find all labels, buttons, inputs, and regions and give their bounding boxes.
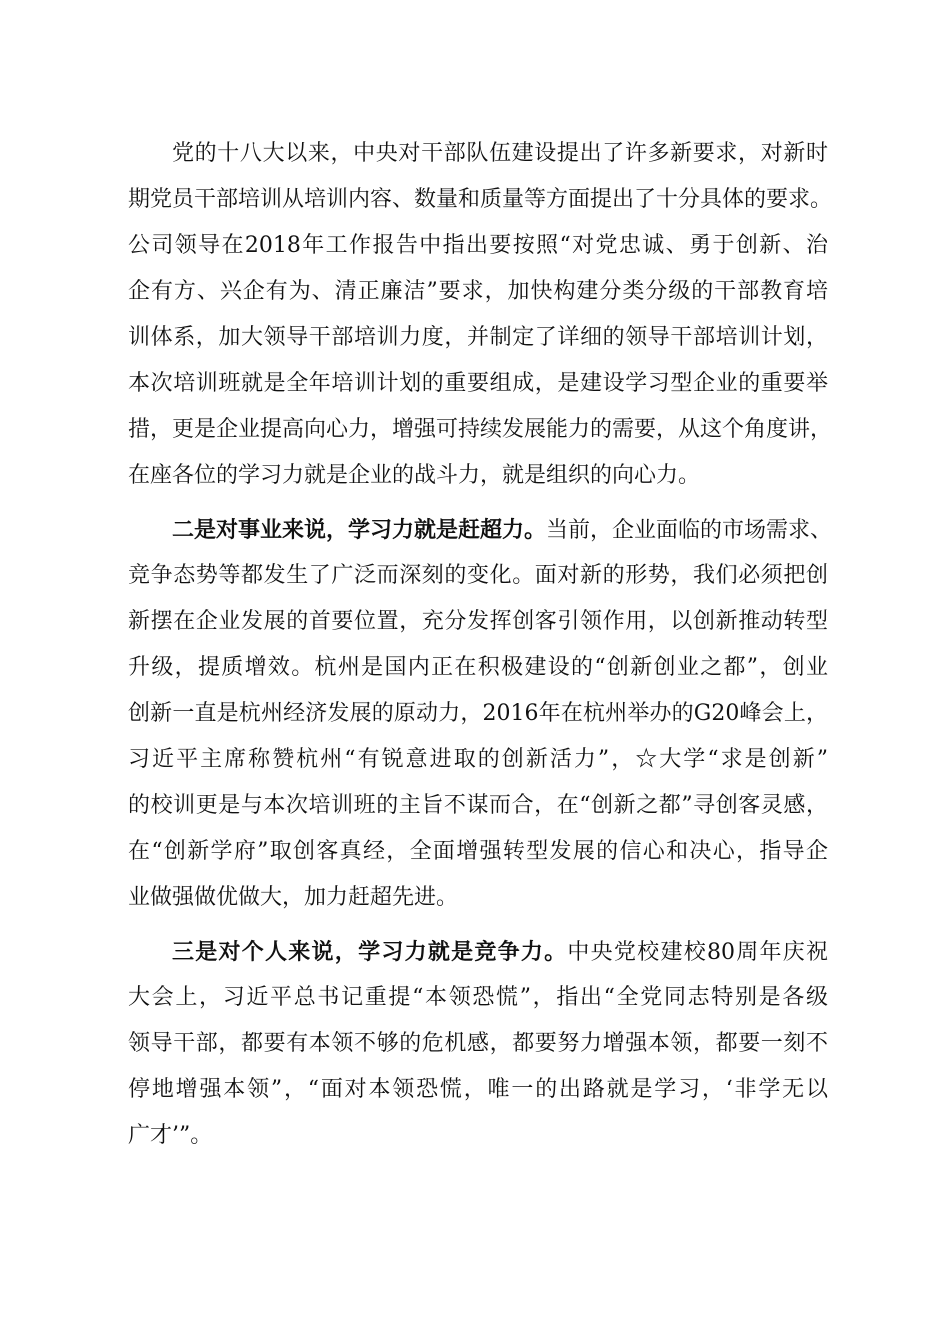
paragraph-line: 习近平主席称赞杭州“有锐意进取的创新活力”，☆大学“求是创新” [128,747,828,772]
paragraph-line: 本次培训班就是全年培训计划的重要组成，是建设学习型企业的重要举 [128,371,828,396]
paragraph-first-line [128,929,828,975]
document-page [128,131,833,1159]
paragraph-line: 创新一直是杭州经济发展的原动力，2016年在杭州举办的G20峰会上， [128,701,828,726]
paragraph-line: 中央党校建校80周年庆祝 [567,940,828,965]
paragraph-line: 党的十八大以来，中央对干部队伍建设提出了许多新要求，对新时 [172,141,828,166]
paragraph-line: 在座各位的学习力就是企业的战斗力，就是组织的向心力。 [128,463,701,488]
paragraph-line: 期党员干部培训从培训内容、数量和质量等方面提出了十分具体的要求。 [128,187,833,212]
paragraph-line: 广才’”。 [128,1123,213,1148]
paragraph-1 [128,131,833,499]
paragraph-3 [128,929,828,1159]
paragraph-line: 公司领导在2018年工作报告中指出要按照“对党忠诚、勇于创新、治 [128,233,828,258]
paragraph-line: 升级，提质增效。杭州是国内正在积极建设的“创新创业之都”，创业 [128,655,828,680]
paragraph-line: 训体系，加大领导干部培训力度，并制定了详细的领导干部培训计划， [128,325,828,350]
paragraph-line: 在“创新学府”取创客真经，全面增强转型发展的信心和决心，指导企 [128,839,828,864]
paragraph-line: 停地增强本领”，“面对本领恐慌，唯一的出路就是学习，‘非学无以 [128,1077,828,1102]
paragraph-2 [128,507,833,921]
paragraph-heading: 二是对事业来说，学习力就是赶超力。 [172,517,547,543]
paragraph-line: 领导干部，都要有本领不够的危机感，都要努力增强本领，都要一刻不 [128,1031,828,1056]
paragraph-heading: 三是对个人来说，学习力就是竞争力。 [172,939,568,965]
paragraph-line: 措，更是企业提高向心力，增强可持续发展能力的需要，从这个角度讲， [128,417,833,442]
paragraph-line: 当前，企业面临的市场需求、 [546,518,833,543]
paragraph-line: 大会上，习近平总书记重提“本领恐慌”，指出“全党同志特别是各级 [128,985,828,1010]
paragraph-line: 新摆在企业发展的首要位置，充分发挥创客引领作用，以创新推动转型 [128,609,828,634]
paragraph-line: 业做强做优做大，加力赶超先进。 [128,885,459,910]
paragraph-line: 的校训更是与本次培训班的主旨不谋而合，在“创新之都”寻创客灵感， [128,793,828,818]
paragraph-first-line [128,507,833,553]
paragraph-line: 企有方、兴企有为、清正廉洁”要求，加快构建分类分级的干部教育培 [128,279,828,304]
paragraph-line: 竞争态势等都发生了广泛而深刻的变化。面对新的形势，我们必须把创 [128,563,828,588]
